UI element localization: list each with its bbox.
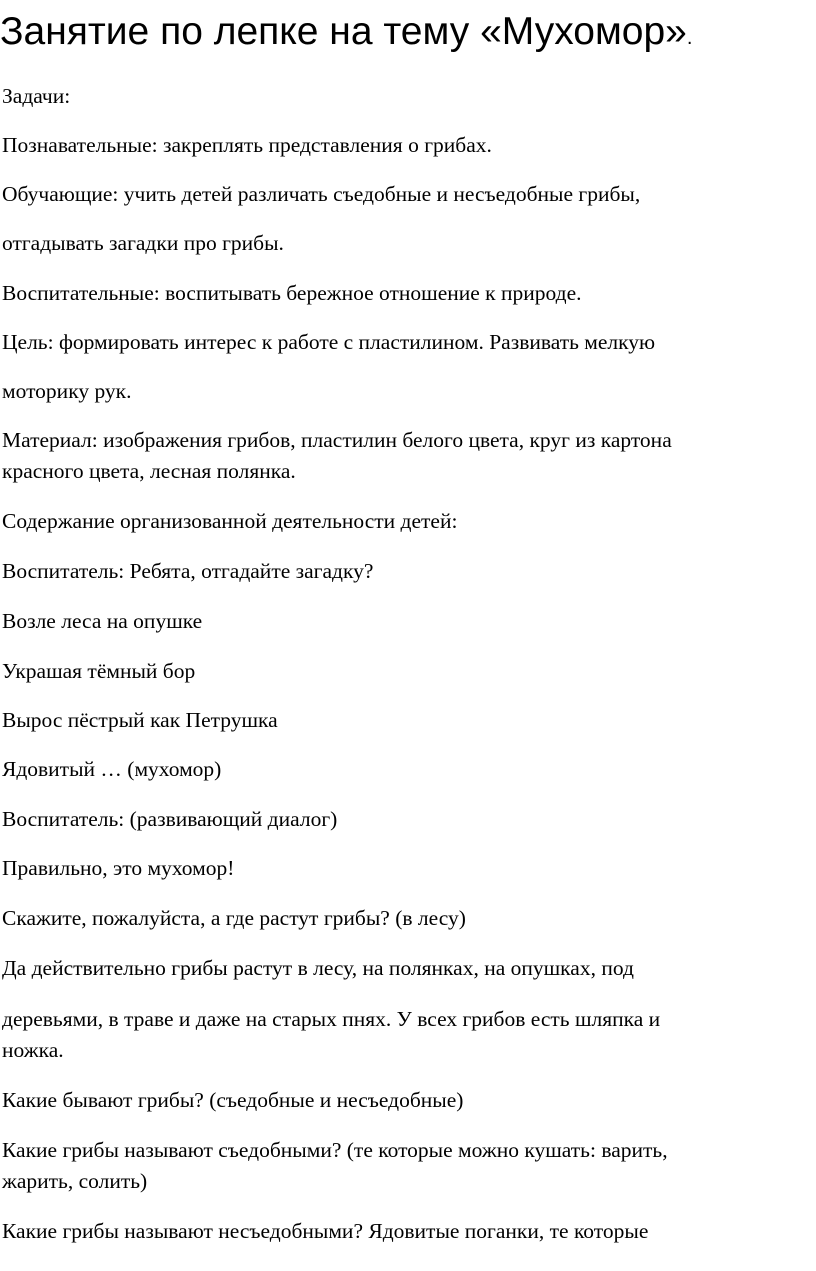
text-line-teaching-task-cont: отгадывать загадки про грибы. — [2, 231, 284, 255]
text-line-cognitive-task: Познавательные: закреплять представления о грибах. — [2, 133, 492, 157]
document-title — [0, 8, 692, 62]
text-line-riddle-4: Ядовитый … (мухомор) — [2, 757, 222, 781]
text-line-teacher-dialog: Воспитатель: (развивающий диалог) — [2, 807, 338, 831]
text-line-riddle-2: Украшая тёмный бор — [2, 659, 196, 683]
text-line-teaching-task: Обучающие: учить детей различать съедобные и несъедобные грибы, — [2, 182, 641, 206]
text-line-tasks-heading: Задачи: — [2, 84, 71, 108]
text-line-inedible-question: Какие грибы называют несъедобными? Ядовитые поганки, те которые — [2, 1219, 649, 1243]
text-line-material: Материал: изображения грибов, пластилин белого цвета, круг из картона — [2, 428, 672, 452]
text-line-riddle-1: Возле леса на опушке — [2, 609, 203, 633]
text-line-teacher-riddle: Воспитатель: Ребята, отгадайте загадку? — [2, 559, 374, 583]
text-line-grow-answer-cont: деревьями, в траве и даже на старых пнях. У всех грибов есть шляпка и — [2, 1007, 661, 1031]
text-line-goal-cont: моторику рук. — [2, 379, 132, 403]
text-line-correct-answer: Правильно, это мухомор! — [2, 856, 235, 880]
text-line-riddle-3: Вырос пёстрый как Петрушка — [2, 708, 278, 732]
text-line-grow-answer-end: ножка. — [2, 1038, 64, 1062]
document-title-text: Занятие по лепке на тему «Мухомор» — [0, 10, 687, 53]
text-line-material-cont: красного цвета, лесная полянка. — [2, 459, 296, 483]
text-line-edible-question-cont: жарить, солить) — [2, 1169, 148, 1193]
text-line-kinds-question: Какие бывают грибы? (съедобные и несъедобные) — [2, 1088, 464, 1112]
text-line-goal: Цель: формировать интерес к работе с пластилином. Развивать мелкую — [2, 330, 656, 354]
text-line-where-grow: Скажите, пожалуйста, а где растут грибы? (в лесу) — [2, 906, 466, 930]
text-line-edible-question: Какие грибы называют съедобными? (те которые можно кушать: варить, — [2, 1138, 668, 1162]
text-line-upbringing-task: Воспитательные: воспитывать бережное отношение к природе. — [2, 281, 582, 305]
text-line-content-heading: Содержание организованной деятельности детей: — [2, 509, 458, 533]
text-line-grow-answer: Да действительно грибы растут в лесу, на полянках, на опушках, под — [2, 956, 634, 980]
document-title-dot: . — [686, 27, 693, 49]
